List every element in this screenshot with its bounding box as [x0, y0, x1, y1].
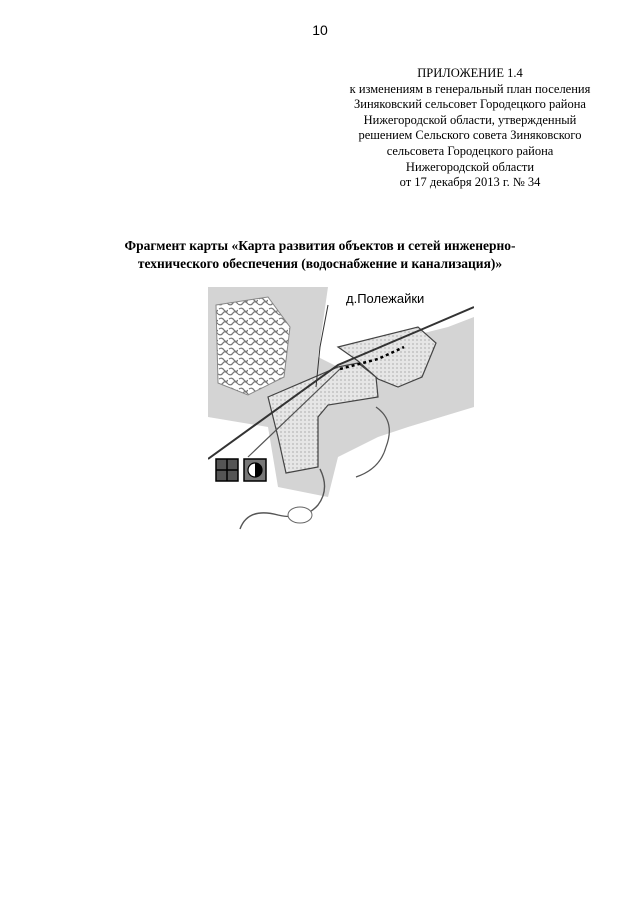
- page-number: 10: [312, 22, 328, 38]
- village-label: д.Полежайки: [346, 291, 425, 306]
- appendix-line: от 17 декабря 2013 г. № 34: [399, 175, 541, 190]
- map-fragment: [208, 287, 474, 541]
- map-graphic: [208, 287, 474, 541]
- appendix-line: решением Сельского совета Зиняковского: [358, 128, 582, 143]
- appendix-header: [300, 66, 640, 191]
- appendix-line: к изменениям в генеральный план поселения: [349, 81, 591, 96]
- pond-shape: [288, 507, 312, 523]
- map-fragment-title: [60, 237, 580, 273]
- appendix-line: ПРИЛОЖЕНИЕ 1.4: [417, 66, 523, 80]
- appendix-line: Нижегородской области, утвержденный: [363, 112, 577, 127]
- appendix-line: Зиняковский сельсовет Городецкого района: [354, 97, 586, 112]
- appendix-line: сельсовета Городецкого района: [386, 143, 554, 158]
- title-line-2: технического обеспечения (водоснабжение и канализация)»: [137, 256, 503, 271]
- appendix-line: Нижегородской области: [405, 159, 535, 174]
- title-line-1: Фрагмент карты «Карта развития объектов и сетей инженерно-: [124, 238, 516, 253]
